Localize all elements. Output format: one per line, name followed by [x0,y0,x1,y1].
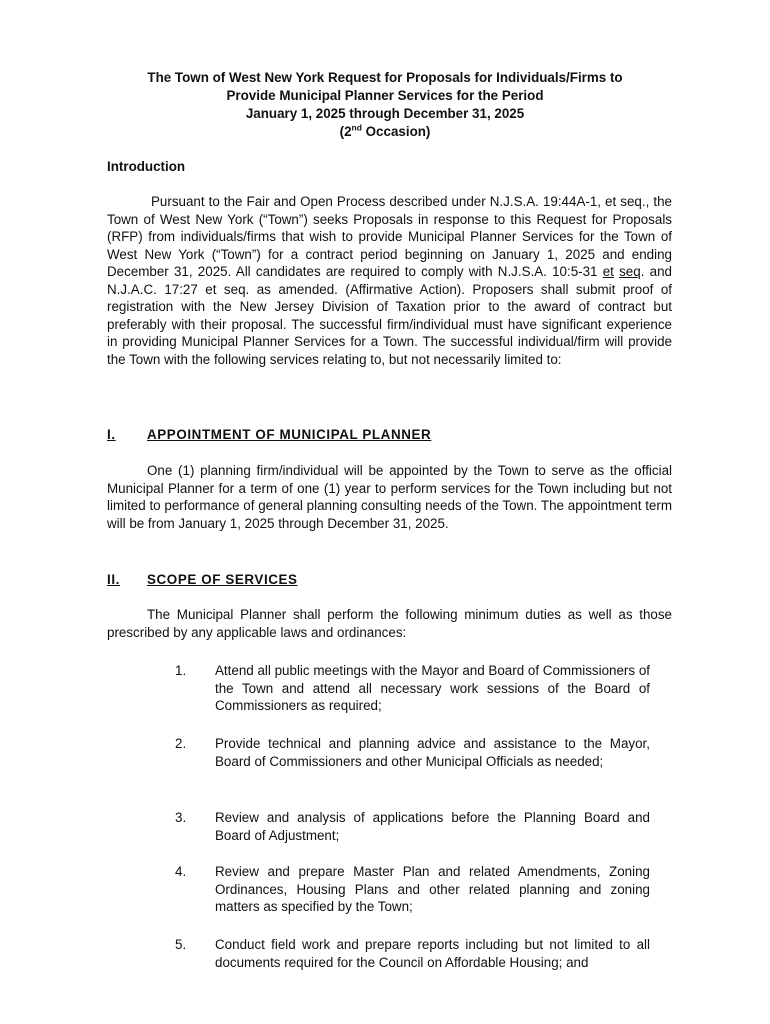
intro-et: et [602,264,614,279]
document-title [60,69,710,141]
list-item-text: Provide technical and planning advice and assistance to the Mayor, Board of Commissioners and other Municipal Officials as needed; [215,736,650,769]
list-item-text: Review and analysis of applications before the Planning Board and Board of Adjustment; [215,810,650,843]
list-item-text: Review and prepare Master Plan and related Amendments, Zoning Ordinances, Housing Plans and other related planning and zoning matters as specified by the Town; [215,864,650,914]
list-item-number: 4. [175,864,187,879]
list-item-number: 5. [175,937,187,952]
section-2-number: II. [107,572,120,587]
section-1-number: I. [107,427,116,442]
section-2-title: SCOPE OF SERVICES [147,572,298,587]
intro-text-b: . and N.J.A.C. 17:27 et seq. as amended. (Affirmative Action). Proposers shall submit proof of registration with the New Jersey Division of Taxation prior to the award of contract but preferably with their proposal. The successful firm/individual must have significant experience in providing Municipal Planner Services for a Town. The successful individual/firm will provide the Town with the following services relating to, but not necessarily limited to: [107,264,672,367]
title-line-4 [60,123,710,141]
introduction-paragraph [107,193,672,368]
list-item-number: 1. [175,663,187,678]
occasion-open: (2 [339,124,352,139]
intro-text-a: Pursuant to the Fair and Open Process described under N.J.S.A. 19:44A-1, et seq., the Town of West New York (“Town”) seeks Proposals in response to this Request for Proposals (RFP) from individuals/firms that wish to provide Municipal Planner Services for the Town of West New York (“Town”) for a contract period beginning on January 1, 2025 and ending December 31, 2025. All candidates are required to comply with N.J.S.A. 10:5-31 [107,194,672,279]
section-1-paragraph: One (1) planning firm/individual will be appointed by the Town to serve as the official Municipal Planner for a term of one (1) year to perform services for the Town including but not limited to performance of general planning consulting needs of the Town. The appointment term will be from January 1, 2025 through December 31, 2025. [107,463,672,531]
title-line-1: The Town of West New York Request for Proposals for Individuals/Firms to [147,70,623,85]
title-line-3: January 1, 2025 through December 31, 2025 [245,106,525,121]
list-item-number: 2. [175,736,187,751]
list-item-text: Attend all public meetings with the Mayor and Board of Commissioners of the Town and attend all necessary work sessions of the Board of Commissioners as required; [215,663,650,713]
intro-seq: seq [619,264,641,279]
list-item-number: 3. [175,810,187,825]
introduction-heading: Introduction [107,159,186,174]
occasion-close: Occasion) [361,124,431,139]
list-item-text: Conduct field work and prepare reports including but not limited to all documents required for the Council on Affordable Housing; and [215,937,650,970]
section-2-paragraph: The Municipal Planner shall perform the following minimum duties as well as those prescribed by any applicable laws and ordinances: [107,607,672,640]
occasion-superscript: nd [351,122,362,133]
title-line-2: Provide Municipal Planner Services for the Period [226,88,544,103]
section-1-title: APPOINTMENT OF MUNICIPAL PLANNER [147,427,432,442]
